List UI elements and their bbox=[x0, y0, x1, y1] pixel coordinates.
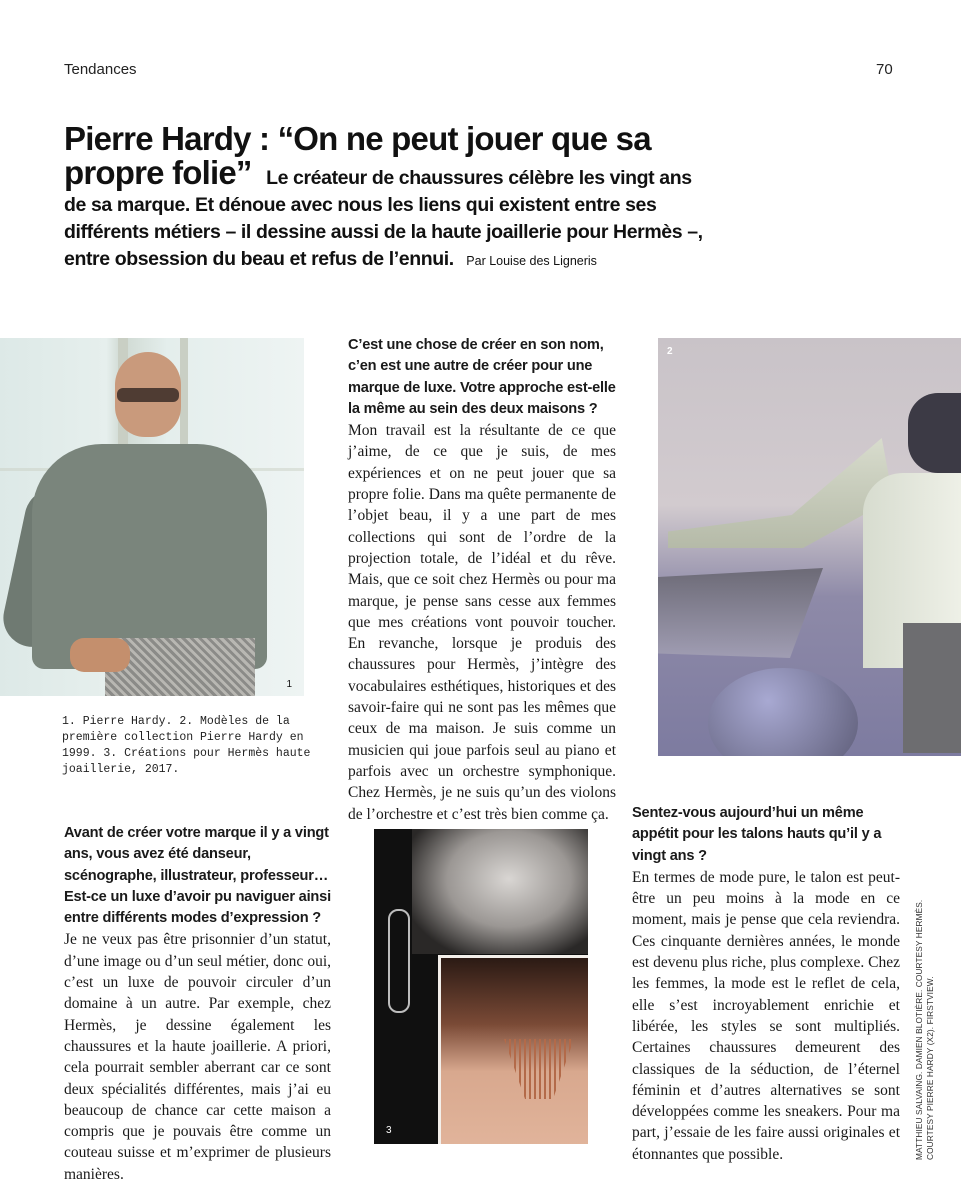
photo-shoes bbox=[658, 338, 961, 756]
photo-number: 1 bbox=[286, 679, 292, 690]
interview-qa-1 bbox=[348, 335, 616, 825]
byline: Par Louise des Ligneris bbox=[466, 254, 597, 268]
page-number: 70 bbox=[876, 61, 893, 78]
photo-caption: 1. Pierre Hardy. 2. Modèles de la première collection Pierre Hardy en 1999. 3. Créations pour Hermès haute joaillerie, 2017. bbox=[62, 715, 311, 776]
credits-line-1: MATTHIEU SALVAING. DAMIEN BLOTIÈRE. COURTESY HERMÈS. bbox=[914, 899, 924, 1160]
credits-line-2: COURTESY PIERRE HARDY (X2). FIRSTVIEW. bbox=[925, 976, 935, 1160]
interview-qa-2 bbox=[64, 823, 331, 1185]
photo-jewellery-collage bbox=[374, 829, 588, 1144]
photo-portrait bbox=[0, 338, 304, 696]
headline-block bbox=[64, 122, 704, 273]
section-label: Tendances bbox=[64, 61, 137, 78]
photo-credits bbox=[914, 860, 936, 1160]
answer: Mon travail est la résultante de ce que j’aime, de ce que je suis, de mes expériences et on ne peut jouer que sa propre folie. Dans ma quête permanente de l’objet beau, il y a une part de mes collections qui sont de l’ordre de la projection totale, de l’idéal et du rêve. Mais, que ce soit chez Hermès ou pour ma marque, je pense sans cesse aux femmes que mes créations vont pouvoir toucher. En revanche, lorsque je produis des chaussures pour Hermès, j’intègre des vocabulaires esthétiques, historiques et des savoir-faire qui ne sont pas les mêmes que ceux de ma maison. Je suis comme un musicien qui joue parfois seul au piano et parfois avec un orchestre symphonique. Chez Hermès, je ne suis qu’un des violons de l’orchestre et c’est très bien comme ça. bbox=[348, 422, 616, 823]
question: Avant de créer votre marque il y a vingt ans, vous avez été danseur, scénographe, illustrateur, professeur… Est-ce un luxe d’avoir pu naviguer ainsi entre différents modes d’expression ? bbox=[64, 825, 331, 927]
photo-number: 2 bbox=[667, 346, 673, 357]
answer: En termes de mode pure, le talon est peut-être un peu moins à la mode en ce moment, mais je pense que cela reviendra. Ces cinquante dernières années, le monde est devenu plus riche, plus complexe. Chez les femmes, la mode est le reflet de cela, elle s’est incroyablement enrichie et libérée, les styles se sont multipliés. Certaines chaussures demeurent des classiques de la séduction, de l’éternel féminin et d’autres alternatives se sont développées comme les sneakers. Pour ma part, j’essaie de les faire aussi originales et étonnantes que possible. bbox=[632, 868, 900, 1163]
interview-qa-3 bbox=[632, 803, 900, 1165]
article-title: Pierre Hardy : “On ne peut jouer que sa propre folie” bbox=[64, 120, 651, 191]
question: C’est une chose de créer en son nom, c’en est une autre de créer pour une marque de luxe. Votre approche est-elle la même au sein des deux maisons ? bbox=[348, 337, 616, 417]
answer: Je ne veux pas être prisonnier d’un statut, d’une image ou d’un seul métier, donc oui, c’est un luxe de pouvoir circuler d’un domaine à un autre. Par exemple, chez Hermès, je dessine également les chaussures et la haute joaillerie. A priori, cela pourrait sembler aberrant car ce sont deux spécialités différentes, mais j’ai eu beaucoup de chance car cette maison a compris que je pouvais être comme un couteau suisse et m’exprimer de plusieurs manières. bbox=[64, 931, 331, 1183]
article-dek: Le créateur de chaussures célèbre les vingt ans de sa marque. Et dénoue avec nous les liens qui existent entre ses différents métiers – il dessine aussi de la haute joaillerie pour Hermès –, entre obsession du beau et refus de l’ennui. bbox=[64, 167, 703, 270]
photo-number: 3 bbox=[386, 1125, 392, 1136]
question: Sentez-vous aujourd’hui un même appétit pour les talons hauts qu’il y a vingt ans ? bbox=[632, 805, 882, 864]
